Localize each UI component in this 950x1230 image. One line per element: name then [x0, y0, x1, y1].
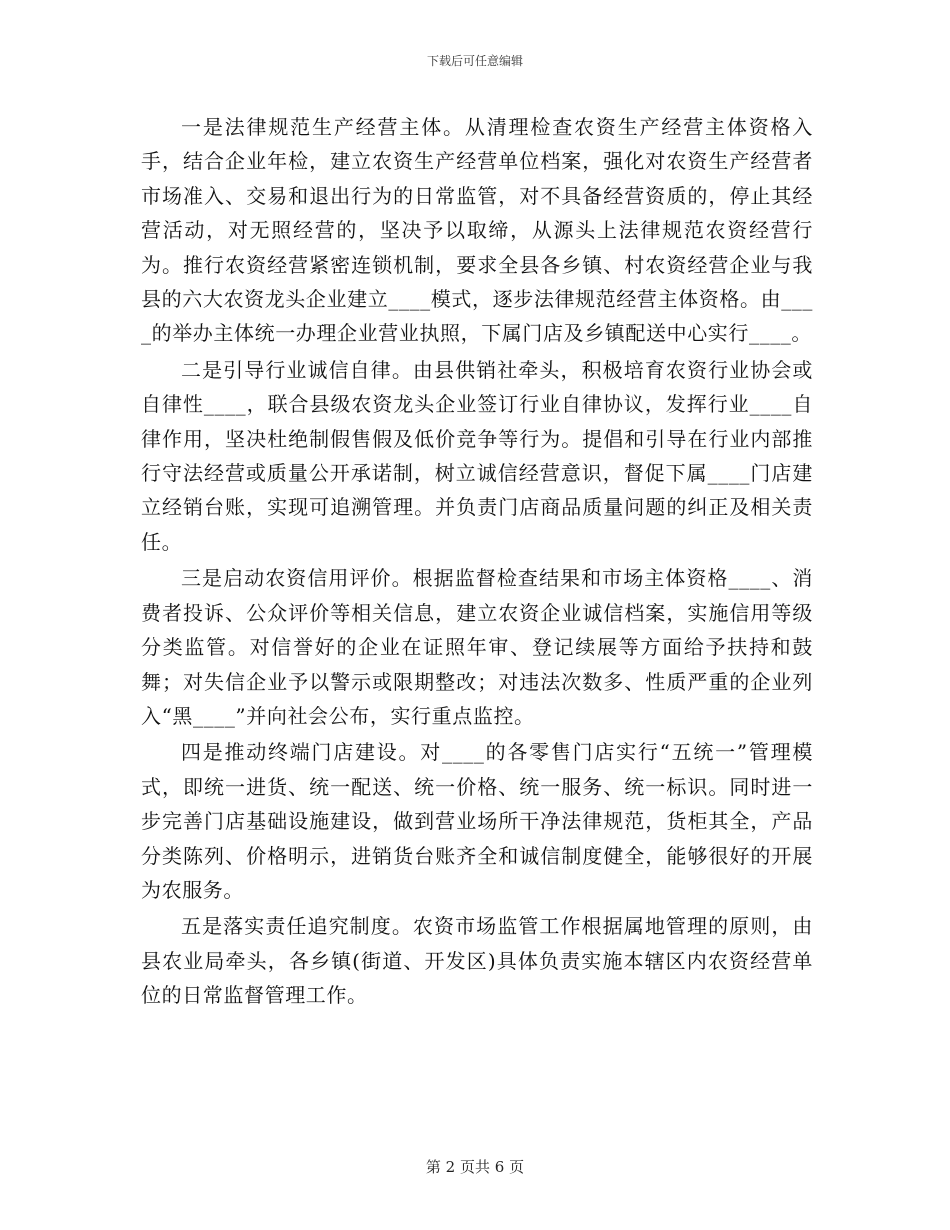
page-number: 第 2 页共 6 页: [425, 1158, 525, 1176]
paragraph-credit-evaluation: 三是启动农资信用评价。根据监督检查结果和市场主体资格____、消费者投诉、公众评价等相关信息，建立农资企业诚信档案，实施信用等级分类监管。对信誉好的企业在证照年审、登记续展等方面给予扶持和鼓舞；对失信企业予以警示或限期整改；对违法次数多、性质严重的企业列入“黑____”并向社会公布，实行重点监控。: [141, 566, 813, 728]
document-body: [141, 110, 813, 1013]
page-header: 下载后可任意编辑: [426, 54, 523, 68]
paragraph-legal-regulation: 一是法律规范生产经营主体。从清理检查农资生产经营主体资格入手，结合企业年检，建立农资生产经营单位档案，强化对农资生产经营者市场准入、交易和退出行为的日常监管，对不具备经营资质的，停止其经营活动，对无照经营的，坚决予以取缔，从源头上法律规范农资经营行为。推行农资经营紧密连锁机制，要求全县各乡镇、村农资经营企业与我县的六大农资龙头企业建立____模式，逐步法律规范经营主体资格。由____的举办主体统一办理企业营业执照，下属门店及乡镇配送中心实行____。: [141, 115, 813, 346]
paragraph-accountability: 五是落实责任追究制度。农资市场监管工作根据属地管理的原则，由县农业局牵头，各乡镇(街道、开发区)具体负责实施本辖区内农资经营单位的日常监督管理工作。: [141, 914, 813, 1008]
paragraph-industry-self-discipline: 二是引导行业诚信自律。由县供销社牵头，积极培育农资行业协会或自律性____，联合县级农资龙头企业签订行业自律协议，发挥行业____自律作用，坚决杜绝制假售假及低价竞争等行为。提倡和引导在行业内部推行守法经营或质量公开承诺制，树立诚信经营意识，督促下属____门店建立经销台账，实现可追溯管理。并负责门店商品质量问题的纠正及相关责任。: [141, 357, 813, 554]
paragraph-terminal-stores: 四是推动终端门店建设。对____的各零售门店实行“五统一”管理模式，即统一进货、统一配送、统一价格、统一服务、统一标识。同时进一步完善门店基础设施建设，做到营业场所干净法律规范，货柜其全，产品分类陈列、价格明示，进销货台账齐全和诚信制度健全，能够很好的开展为农服务。: [141, 740, 813, 902]
